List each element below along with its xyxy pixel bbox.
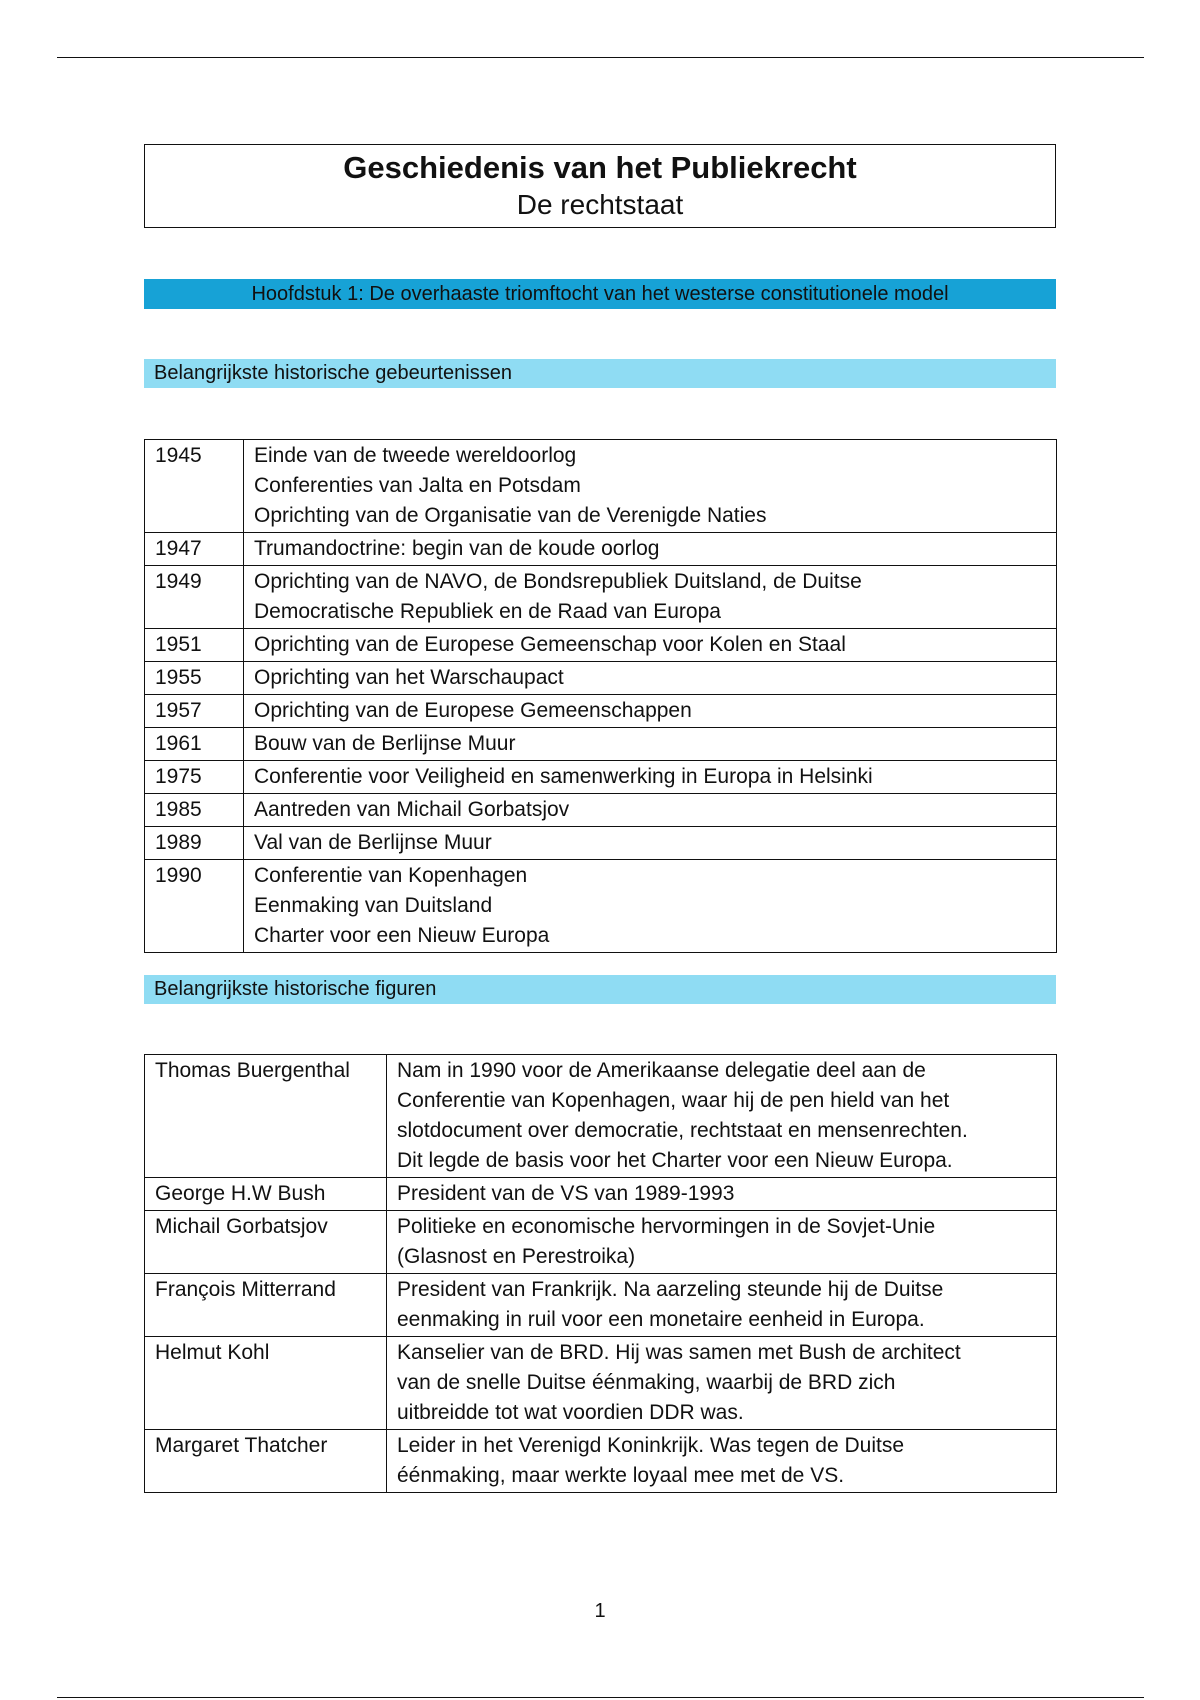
description-line: uitbreidde tot wat voordien DDR was.	[397, 1401, 744, 1424]
title-box	[144, 144, 1056, 228]
description-line: Trumandoctrine: begin van de koude oorlog	[254, 537, 660, 560]
year-cell: 1947	[145, 533, 244, 566]
event-row	[145, 860, 1057, 953]
description-cell	[244, 629, 1057, 662]
name-cell: Michail Gorbatsjov	[145, 1211, 387, 1274]
description-cell	[387, 1430, 1057, 1493]
description-cell	[387, 1274, 1057, 1337]
year-cell: 1961	[145, 728, 244, 761]
description-line: President van Frankrijk. Na aarzeling steunde hij de Duitse	[397, 1278, 944, 1301]
description-line: slotdocument over democratie, rechtstaat en mensenrechten.	[397, 1119, 968, 1142]
year-cell: 1985	[145, 794, 244, 827]
description-line: van de snelle Duitse éénmaking, waarbij de BRD zich	[397, 1371, 896, 1394]
description-line: Bouw van de Berlijnse Muur	[254, 732, 516, 755]
description-cell	[387, 1055, 1057, 1178]
name-cell: Margaret Thatcher	[145, 1430, 387, 1493]
description-line: Oprichting van de Organisatie van de Verenigde Naties	[254, 504, 767, 527]
description-line: Oprichting van de NAVO, de Bondsrepubliek Duitsland, de Duitse	[254, 570, 862, 593]
document-subtitle: De rechtstaat	[516, 189, 684, 220]
events-table	[144, 439, 1057, 953]
description-cell	[244, 860, 1057, 953]
figure-row	[145, 1337, 1057, 1430]
event-row	[145, 629, 1057, 662]
event-row	[145, 695, 1057, 728]
description-cell	[244, 728, 1057, 761]
event-row	[145, 440, 1057, 533]
description-line: Val van de Berlijnse Muur	[254, 831, 492, 854]
year-cell: 1989	[145, 827, 244, 860]
description-line: Politieke en economische hervormingen in de Sovjet-Unie	[397, 1215, 936, 1238]
event-row	[145, 728, 1057, 761]
description-cell	[244, 566, 1057, 629]
description-line: Dit legde de basis voor het Charter voor een Nieuw Europa.	[397, 1149, 953, 1172]
year-cell: 1945	[145, 440, 244, 533]
description-line: Oprichting van de Europese Gemeenschap voor Kolen en Staal	[254, 633, 846, 656]
description-cell	[244, 827, 1057, 860]
description-cell	[387, 1211, 1057, 1274]
year-cell: 1955	[145, 662, 244, 695]
events-section-heading: Belangrijkste historische gebeurtenissen	[144, 359, 1056, 388]
description-line: Democratische Republiek en de Raad van Europa	[254, 600, 721, 623]
name-cell: Thomas Buergenthal	[145, 1055, 387, 1178]
figure-row	[145, 1055, 1057, 1178]
description-line: Kanselier van de BRD. Hij was samen met Bush de architect	[397, 1341, 961, 1364]
top-rule	[57, 57, 1144, 58]
document-title: Geschiedenis van het Publiekrecht	[343, 150, 857, 185]
year-cell: 1990	[145, 860, 244, 953]
name-cell: Helmut Kohl	[145, 1337, 387, 1430]
page-number: 1	[594, 1600, 606, 1622]
description-cell	[244, 695, 1057, 728]
description-cell	[244, 761, 1057, 794]
event-row	[145, 566, 1057, 629]
year-cell: 1957	[145, 695, 244, 728]
description-line: President van de VS van 1989-1993	[397, 1182, 735, 1205]
year-cell: 1951	[145, 629, 244, 662]
event-row	[145, 794, 1057, 827]
description-cell	[244, 533, 1057, 566]
description-line: Conferentie voor Veiligheid en samenwerking in Europa in Helsinki	[254, 765, 873, 788]
figures-section-heading: Belangrijkste historische figuren	[144, 975, 1056, 1004]
description-line: Leider in het Verenigd Koninkrijk. Was tegen de Duitse	[397, 1434, 905, 1457]
year-cell: 1949	[145, 566, 244, 629]
figures-table	[144, 1054, 1057, 1493]
description-line: Oprichting van de Europese Gemeenschappen	[254, 699, 692, 722]
name-cell: François Mitterrand	[145, 1274, 387, 1337]
figure-row	[145, 1274, 1057, 1337]
description-line: Conferentie van Kopenhagen	[254, 864, 528, 887]
event-row	[145, 761, 1057, 794]
event-row	[145, 533, 1057, 566]
figure-row	[145, 1211, 1057, 1274]
name-cell: George H.W Bush	[145, 1178, 387, 1211]
description-cell	[244, 440, 1057, 533]
event-row	[145, 827, 1057, 860]
event-row	[145, 662, 1057, 695]
figure-row	[145, 1178, 1057, 1211]
description-line: Aantreden van Michail Gorbatsjov	[254, 798, 570, 821]
description-line: eenmaking in ruil voor een monetaire eenheid in Europa.	[397, 1308, 925, 1331]
description-line: Einde van de tweede wereldoorlog	[254, 444, 577, 467]
description-line: Conferentie van Kopenhagen, waar hij de pen hield van het	[397, 1089, 950, 1112]
description-line: Conferenties van Jalta en Potsdam	[254, 474, 581, 497]
description-cell	[244, 662, 1057, 695]
chapter-heading: Hoofdstuk 1: De overhaaste triomftocht van het westerse constitutionele model	[144, 279, 1056, 309]
description-line: Oprichting van het Warschaupact	[254, 666, 564, 689]
description-line: éénmaking, maar werkte loyaal mee met de VS.	[397, 1464, 845, 1487]
year-cell: 1975	[145, 761, 244, 794]
description-line: Nam in 1990 voor de Amerikaanse delegatie deel aan de	[397, 1059, 926, 1082]
description-line: Eenmaking van Duitsland	[254, 894, 493, 917]
bottom-rule	[57, 1697, 1144, 1698]
figure-row	[145, 1430, 1057, 1493]
description-line: Charter voor een Nieuw Europa	[254, 924, 550, 947]
description-cell	[387, 1337, 1057, 1430]
description-line: (Glasnost en Perestroika)	[397, 1245, 636, 1268]
description-cell	[387, 1178, 1057, 1211]
description-cell	[244, 794, 1057, 827]
